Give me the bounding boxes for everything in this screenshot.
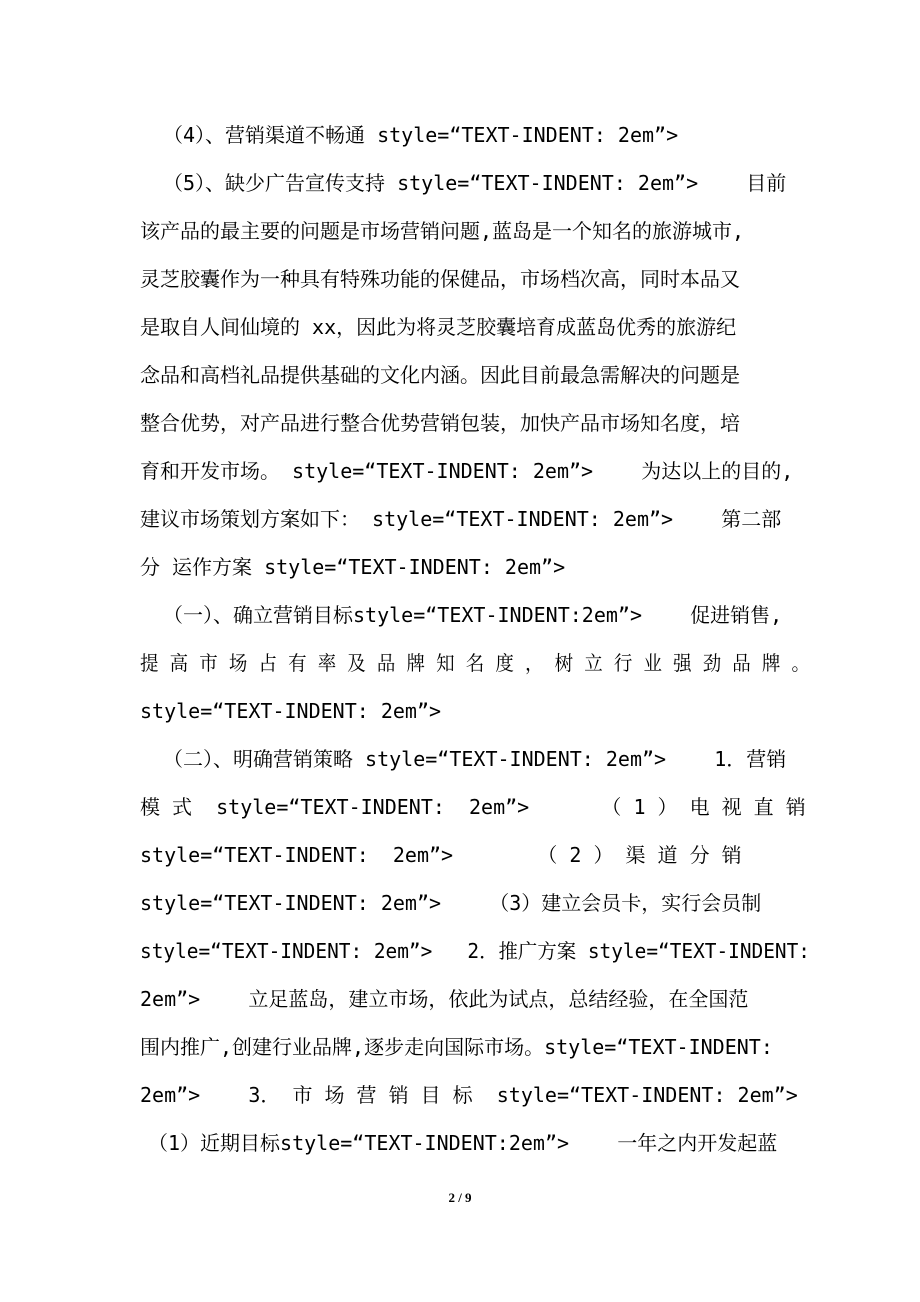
text-line-18: style=“TEXT-INDENT: 2em”> 2．推广方案 style=“TEXT-INDENT: [140,939,811,963]
text-line-19: 2em”> 立足蓝岛，建立市场，依此为试点，总结经验，在全国范 [140,987,749,1011]
text-line-3: 该产品的最主要的问题是市场营销问题,蓝岛是一个知名的旅游城市, [140,219,745,243]
text-line-10: 分 运作方案 style=“TEXT-INDENT: 2em”> [140,555,566,579]
text-line-7: 整合优势，对产品进行整合优势营销包装，加快产品市场知名度，培 [140,411,740,435]
text-line-16: style=“TEXT-INDENT: 2em”> （ 2 ） 渠 道 分 销 [140,843,742,867]
text-line-15: 模 式 style=“TEXT-INDENT: 2em”> （ 1 ） 电 视 直 销 [140,795,806,819]
text-line-21: 2em”> 3． 市 场 营 销 目 标 style=“TEXT-INDENT: 2em”> [140,1083,798,1107]
text-line-5: 是取自人间仙境的 xx，因此为将灵芝胶囊培育成蓝岛优秀的旅游纪 [140,315,737,339]
text-line-20: 围内推广,创建行业品牌,逐步走向国际市场。style=“TEXT-INDENT: [140,1035,773,1059]
text-line-22: （1）近期目标style=“TEXT-INDENT:2em”> 一年之内开发起蓝 [148,1131,778,1155]
text-line-2: （5）、缺少广告宣传支持 style=“TEXT-INDENT: 2em”> 目前 [163,171,787,195]
page-number: 2 / 9 [448,1190,472,1205]
text-line-13: style=“TEXT-INDENT: 2em”> [140,699,442,723]
text-line-11: （一）、确立营销目标style=“TEXT-INDENT:2em”> 促进销售, [163,603,783,627]
text-line-1: （4）、营销渠道不畅通 style=“TEXT-INDENT: 2em”> [163,123,679,147]
text-line-9: 建议市场策划方案如下： style=“TEXT-INDENT: 2em”> 第二部 [140,507,782,531]
text-line-6: 念品和高档礼品提供基础的文化内涵。因此目前最急需解决的问题是 [140,363,740,387]
text-line-17: style=“TEXT-INDENT: 2em”> （3）建立会员卡，实行会员制 [140,891,762,915]
text-line-14: （二）、明确营销策略 style=“TEXT-INDENT: 2em”> 1．营销 [163,747,787,771]
text-line-12: 提 高 市 场 占 有 率 及 品 牌 知 名 度 ， 树 立 行 业 强 劲 品 牌 。 [140,651,811,675]
text-line-8: 育和开发市场。 style=“TEXT-INDENT: 2em”> 为达以上的目的, [140,459,794,483]
text-line-4: 灵芝胶囊作为一种具有特殊功能的保健品，市场档次高，同时本品又 [140,267,740,291]
